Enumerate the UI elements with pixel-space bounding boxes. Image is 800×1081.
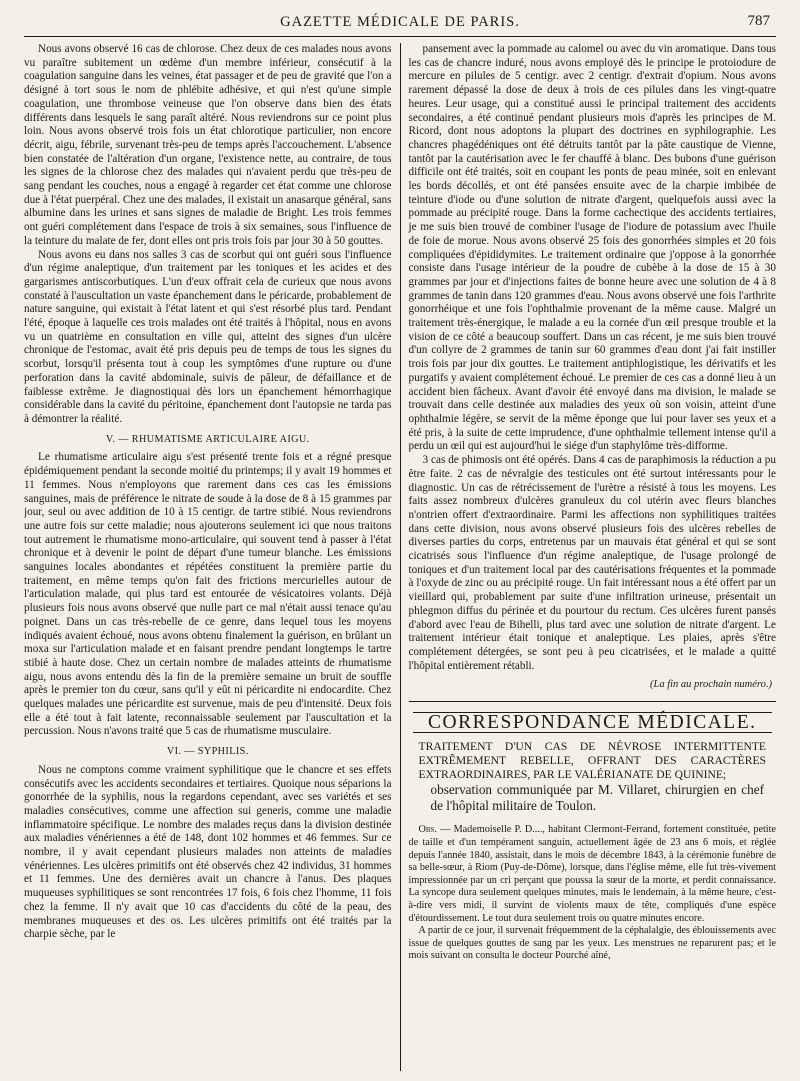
paragraph-syphilis-treatment: pansement avec la pommade au calomel ou avec du vin aromatique. Dans tous les cas de chancre induré, nous avons employé dès le principe le protoiodure de mercure en pilules de 5 centigr. avec 2 centigr. d'extrait d'opium. Nous avons rarement dépassé la dose de deux à trois de ces pilules dans les vingt-quatre heures. Leur usage, qui a constitué aussi le principal traitement des accidents secondaires, a été continué pendant plusieurs mois d'après les principes de M. Ricord, dont nous adoptons la plupart des doctrines en syphilographie. Les chancres phagédéniques ont été détruits tantôt par la pâte caustique de Vienne, tantôt par la cautérisation avec le fer chauffé à blanc. Des bubons d'une guérison difficile ont été traités, soit en coupant les ponts de peau minée, soit en enlevant les bords décollés, et ont été pansées ensuite avec de la charpie imbibée de teinture d'iode ou d'une solution de nitrate d'argent, quelquefois aussi avec la pommade au précipité rouge. Dans la forme cachectique des accidents tertiaires, je me suis bien trouvé de combiner l'usage de l'iodure de potassium avec l'huile de foie de morue. Nous avons observé 25 fois des gonorrhées simples et 20 fois compliquées d'épididymites. Le traitement ordinaire que j'oppose à la gonorrhée consiste dans l'usage intérieur de la poudre de cubèbe à la dose de 15 à 30 grammes par jour et d'injections faites de bonne heure avec une solution de 4 à 8 grammes de tanin dans 120 grammes d'eau. Nous avons observé une fois l'arthrite gonorrhéique et une fois l'ophthalmie provenant de la même cause. Malgré un traitement très-énergique, le malade a eu la cornée d'un œil presque trouble et la vision de ce côté a beaucoup souffert. Dans un cas récent, je me suis bien trouvé d'un collyre de 2 grammes de tanin sur 60 grammes d'eau dont j'ai fait instiller trois fois par jour dix gouttes. Le traitement antiphlogistique, les dérivatifs et les purgatifs y avaient complétement échoué. Le premier de ces cas a donné lieu à un accident bien fâcheux. Avant d'avoir été envoyé dans ma division, le malade se trouvait dans celle destinée aux maladies des yeux où son voisin, atteint d'une ophthalmie légère, se servit de la même éponge que lui pour laver ses yeux et a été pris, à la suite de cette imprudence, d'une ophthalmie tellement intense qu'il a perdu un œil qui est aujourd'hui le siége d'un staphylôme très-difforme. [408,43,776,453]
paragraph-syphilis: Nous ne comptons comme vraiment syphilitique que le chancre et ses effets consécutifs avec les accidents secondaires et tertiaires. Quoique nous séparions la gonorrhée de la syphilis, nous la regardons cependant, avec ses variétés et ses maladies consécutives, comme une affection sui generis, comme une maladie inflammatoire spécifique. Le nombre des malades reçus dans la division destinée aux maladies vénériennes a été de 148, dont 102 hommes et 46 femmes. Sur ce nombre, il y avait cependant plusieurs malades non atteints de maladies vénériennes. Les ulcères primitifs ont été observés chez 42 individus, 31 hommes et 11 femmes. Une des dernières avait un chancre à l'anus. Des plaques muqueuses syphilitiques se sont rencontrées 17 fois, 6 fois chez l'homme, 11 fois chez la femme. Il n'y avait que 10 cas d'accidents du côté de la peau, des membranes muqueuses et des os. Les ulcères primitifs ont été traités par la charpie sèche, par le [24,763,392,941]
correspondence-banner [413,712,773,733]
observation-paragraph-1 [409,824,777,925]
paragraph-rhumatisme: Le rhumatisme articulaire aigu s'est présenté trente fois et a régné presque épidémiquement pendant la seconde moitié du printemps; il y avait 19 hommes et 11 femmes. Nous n'employons que rarement dans ces cas les émissions sanguines, mais de préférence le nitrate de soude à la dose de 8 à 15 grammes par jour, seul ou avec addition de 10 à 15 centigr. de tartre stibié. Nous reviendrons une autre fois sur cette maladie; nous ajouterons seulement ici que nous traitons tout autrement le rhumatisme mono-articulaire, qui souvent tend à passer à l'état chronique et à devenir le point de départ d'une tumeur blanche. Les émissions sanguines locales abondantes et répétées constituent la première partie du traitement, en même temps qu'on fait des frictions mercurielles autour de l'articulation malade, qui plus tard est entourée de vésicatoires volants. Déjà plusieurs fois nous avons observé que nulle part ce mal n'était aussi tenace qu'au poignet. Dans un cas très-rebelle de ce genre, dans lequel tous les moyens indiqués avaient échoué, nous avons obtenu finalement la guérison, en brûlant un moxa sur l'articulation malade et en faisant prendre pendant longtemps le tartre stibié à haute dose. Chez un certain nombre de malades atteints de rhumatisme aigu, nous avons entendu dès la fin de la première semaine un bruit de souffle après le premier ton du cœur, sans qu'il y eût ni péricardite ni endocardite. Chez quelques malades une péricardite est survenue, mais de peu d'intensité. Deux fois elle a été tout à fait latente, reconnaissable seulement par l'auscultation et la percussion. Nous n'avons traité que 5 cas de rhumatisme musculaire. [24,451,392,738]
observation-label: Obs. [418,824,437,836]
right-column [400,43,777,1071]
article-end-rule [409,701,777,702]
continuation-note: (La fin au prochain numéro.) [649,679,772,691]
paragraph-phimosis: 3 cas de phimosis ont été opérés. Dans 4 cas de paraphimosis la réduction a pu être faite. 2 cas de névralgie des testicules ont été surtout intéressants pour le diagnostic. Un cas de rétrécissement de l'urètre a résisté à tous les moyens. Les faits assez nombreux d'ulcères granuleux du col utérin avec fleurs blanches n'ontrien offert d'extraordinaire. Parmi les affections non syphilitiques traitées dans cette division, nous avons observé plusieurs fois des ulcères rebelles de diverses parties du corps, entretenus par un mauvais état général et qui se sont cicatrisés sous l'influence d'un régime analeptique, de l'usage prolongé de toniques et d'un traitement local par des cautérisations fréquentes et la pommade à l'oxyde de zinc ou au précipité rouge. Un fait intéressant nous a été offert par un vieillard qui, probablement par suite d'une infiltration urineuse, présentait un phlegmon diffus du périnée et du pourtour du rectum. Ces ulcères furent pansés d'abord avec l'eau de Bihelli, plus tard avec une solution de nitrate d'argent. Le traitement intérieur était tonique et analeptique. Les plaies, après s'être complétement détergées, se sont peu à peu cicatrisées, et le malade a quitté l'hôpital entièrement rétabli. [408,454,776,672]
section-heading-syphilis: VI. — SYPHILIS. [166,746,249,758]
paragraph-scorbut: Nous avons eu dans nos salles 3 cas de scorbut qui ont guéri sous l'influence d'un régime analeptique, d'un traitement par les toniques et les acides et des gargarismes antiscorbutiques. L'un d'eux offrait cela de curieux que nous avons constaté à l'auscultation un vaste épanchement dans le péricarde, probablement de nature sanguine, qui existait à l'état latent et qui s'est résorbé plus tard. Pendant l'été, époque à laquelle ces trois malades ont été traités à l'hôpital, nous en avons vu un quatrième en consultation en ville qui, atteint des signes d'un ulcère chronique de l'estomac, avait été pris depuis peu de temps de tous les signes du scorbut, lorsqu'il présenta tout à coup les symptômes d'une rupture ou d'une perforation dans la cavité abdominale, suivis de pâleur, de défaillance et de faiblesse extrême. Je diagnostiquai dès lors un épanchement hémorrhagique considérable dans la cavité du péritoine, épanchement dont l'autopsie ne tarda pas à démontrer la réalité. [24,248,392,425]
observation-text [409,824,777,963]
two-column-body [24,43,776,1071]
observation-paragraph-2: A partir de ce jour, il survenait fréquemment de la céphalalgie, des éblouissements avec issue de quelques gouttes de sang par les yeux. Les menstrues ne reparurent pas; et le mois suivant on consulta le docteur Pourché aîné, [408,925,776,962]
observation-body-1: — Mademoiselle P. D...., habitant Clermont-Ferrand, fortement constituée, petite de taille et d'un tempérament sanguin, actuellement âgée de 23 ans 6 mois, et réglée depuis l'année 1840, assistait, dans le mois de décembre 1843, à la cérémonie funèbre de sa belle-sœur, à Riom (Puy-de-Dôme), lorsque, dans l'église même, elle fut très-vivement impressionnée par un cri perçant que poussa la sœur de la morte, et perdit connaissance. La syncope dura seulement quelques minutes, mais le lendemain, à la même heure, c'est-à-dire vers midi, il survint de violents maux de tête, compliqués d'une espèce d'étourdissement. Le tout dura seulement trois ou quatre minutes encore. [408,824,776,924]
article-subtitle: observation communiquée par M. Villaret, chirurgien en chef de l'hôpital militaire de Toulon. [430,782,764,814]
paragraph-chlorose: Nous avons observé 16 cas de chlorose. Chez deux de ces malades nous avons vu paraître subitement un œdème d'un membre inférieur, consécutif à la coagulation sanguine dans les veines, état passager et de peu de gravité que l'on a désigné à tort sous le nom de phlébite adhésive, et qui n'est qu'une simple coagulation, une thrombose veineuse que l'on observe dans bien des états différents dans lesquels le sang paraît altéré. Nous reviendrons sur ce point plus loin. Nous avons observé trois fois un état chlorotique particulier, non encore décrit, aigu, fébrile, survenant très-peu de temps après l'accouchement. L'absence bien constatée de l'altération d'un organe, l'existence nette, au contraire, de tous les signes de la chlorose chez des malades qui n'avaient perdu que très-peu de sang pendant les couches, nous a engagé à regarder cet état comme une chlorose due à l'état puerpéral. Chez une des malades, il existait un anasarque général, sans albumine dans les urines et sans signes de maladie de Bright. Les trois femmes ont guéri complétement dans l'espace de trois à six semaines, sous l'influence de la teinture du malate de fer, dont elles ont pris trois fois par jour 30 à 50 gouttes. [24,43,392,247]
running-head: GAZETTE MÉDICALE DE PARIS. [280,14,520,30]
section-heading-rhumatisme: V. — RHUMATISME ARTICULAIRE AIGU. [105,433,310,445]
article-title: TRAITEMENT D'UN CAS DE NÉVROSE INTERMITTENTE EXTRÊMEMENT REBELLE, OFFRANT DES CARACTÈRES EXTRAORDINAIRES, PAR LE VALÉRIANATE DE QUININE; [418,739,766,782]
page-number: 787 [747,13,770,29]
correspondence-title: CORRESPONDANCE MÉDICALE. [427,712,757,734]
left-column [24,43,400,1071]
page-header [24,10,776,37]
